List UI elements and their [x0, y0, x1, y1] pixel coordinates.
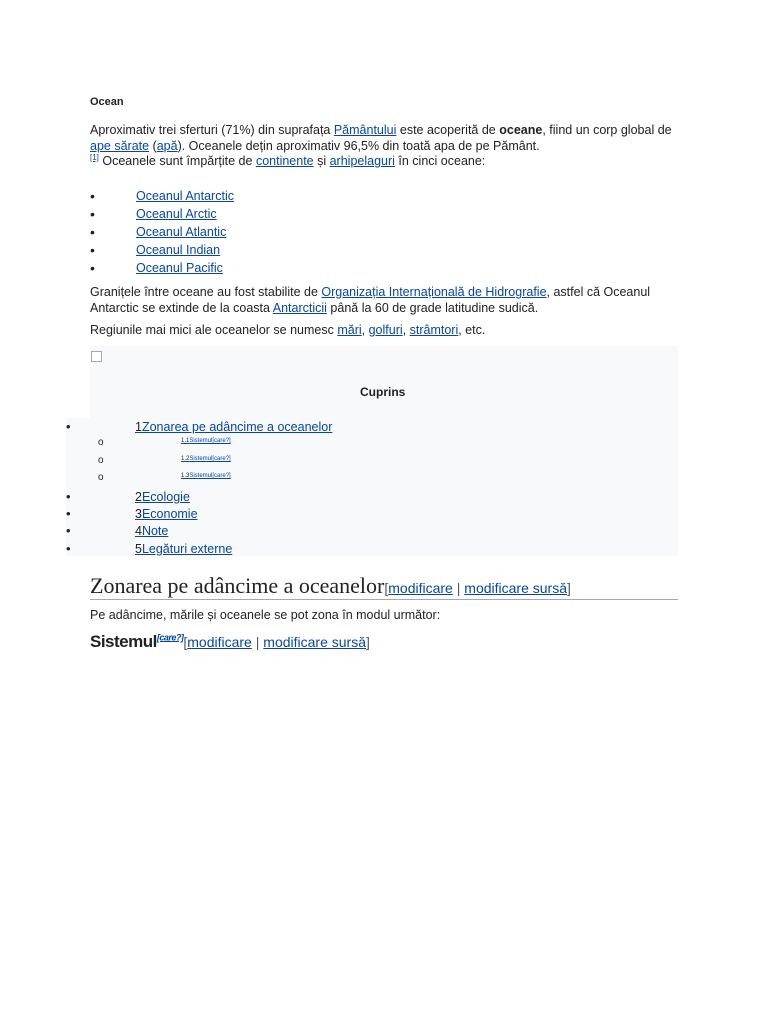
bullet-icon: •	[66, 419, 71, 434]
circle-bullet-icon: o	[98, 437, 104, 448]
circle-bullet-icon: o	[98, 455, 104, 466]
section-heading: Zonarea pe adâncime a oceanelor[modificare | modificare sursă]	[90, 572, 678, 600]
link-arhipelaguri[interactable]: arhipelaguri	[329, 154, 395, 168]
toc-link-legaturi-externe[interactable]: 5Legături externe	[135, 542, 233, 556]
link-oceanul-arctic[interactable]: Oceanul Arctic	[136, 207, 217, 221]
bullet-icon: •	[90, 260, 95, 276]
bold-oceane: oceane	[499, 123, 543, 137]
toc-item-1-3	[0, 470, 678, 486]
toc-item-1-2	[0, 453, 678, 469]
bullet-icon: •	[90, 188, 95, 204]
list-item	[90, 205, 234, 223]
link-apa[interactable]: apă	[156, 138, 178, 153]
edit-source-link[interactable]: modificare sursă	[263, 634, 366, 650]
toc-item-4	[0, 523, 678, 539]
toc-link-note[interactable]: 4Note	[135, 524, 169, 538]
edit-link[interactable]: modificare	[388, 580, 453, 596]
link-ape-sarate[interactable]: ape sărate	[90, 138, 150, 153]
toc-toggle-checkbox[interactable]	[91, 351, 102, 362]
link-golfuri[interactable]: golfuri	[368, 323, 403, 337]
toc-link-sistemul-2[interactable]: 1.2Sistemul[care?]	[181, 456, 231, 462]
link-antarcticii[interactable]: Antarcticii	[272, 300, 327, 315]
toc-link-ecologie[interactable]: 2Ecologie	[135, 490, 190, 504]
list-item	[90, 241, 234, 259]
link-oceanul-atlantic[interactable]: Oceanul Atlantic	[136, 225, 227, 239]
edit-links: [modificare | modificare sursă]	[183, 634, 370, 650]
edit-source-link[interactable]: modificare sursă	[464, 580, 567, 596]
toc-link-economie[interactable]: 3Economie	[135, 507, 198, 521]
borders-paragraph: Granițele între oceane au fost stabilite de Organizația Internațională de Hidrografie, astfel că Oceanul Antarctic se extinde de la coasta Antarcticii până la 60 de grade latitudine sudică.	[90, 285, 651, 315]
toc-item-5	[0, 541, 678, 557]
reference-1[interactable]: [1]	[90, 152, 99, 162]
section-paragraph: Pe adâncime, mările și oceanele se pot zona în modul următor:	[90, 608, 441, 622]
list-item	[90, 259, 234, 277]
link-stramtori[interactable]: strâmtori	[409, 323, 459, 337]
bullet-icon: •	[90, 224, 95, 240]
bullet-icon: •	[66, 489, 71, 504]
regions-paragraph: Regiunile mai mici ale oceanelor se numesc mări, golfuri, strâmtori, etc.	[90, 323, 486, 337]
link-oceanul-antarctic[interactable]: Oceanul Antarctic	[136, 189, 234, 203]
link-organizatia-hidrografie[interactable]: Organizația Internațională de Hidrografie	[321, 285, 547, 299]
toc-link-zonarea[interactable]: 1Zonarea pe adâncime a oceanelor	[135, 420, 333, 434]
list-item	[90, 223, 234, 241]
circle-bullet-icon: o	[98, 472, 104, 483]
link-continente[interactable]: continente	[255, 154, 314, 168]
toc-item-3	[0, 506, 678, 522]
link-oceanul-pacific[interactable]: Oceanul Pacific	[136, 261, 223, 275]
bullet-icon: •	[66, 506, 71, 521]
intro-paragraph: Aproximativ trei sferturi (71%) din suprafața Pământului este acoperită de oceane, fiind un corp global de ape sărate (apă). Oceanele dețin aproximativ 96,5% din toată apa de pe Pământ. [1] Oceanele sunt împărțite de continente și arhipelaguri în cinci oceane:	[90, 123, 672, 168]
oceans-list	[90, 187, 234, 277]
toc-link-sistemul-1[interactable]: 1.1Sistemul[care?]	[181, 438, 231, 444]
bullet-icon: •	[66, 523, 71, 538]
toc-item-2	[0, 489, 678, 505]
toc-item-1	[0, 419, 678, 435]
edit-link[interactable]: modificare	[187, 634, 252, 650]
link-pamantului[interactable]: Pământului	[333, 123, 397, 137]
bullet-icon: •	[66, 541, 71, 556]
page-title: Ocean	[90, 96, 124, 108]
link-mari[interactable]: mări	[337, 323, 362, 337]
list-item	[90, 187, 234, 205]
bullet-icon: •	[90, 206, 95, 222]
care-citation-link[interactable]: [care?]	[156, 632, 184, 643]
toc-title: Cuprins	[360, 385, 406, 399]
subsection-heading: Sistemul[care?][modificare | modificare sursă]	[90, 632, 370, 651]
link-oceanul-indian[interactable]: Oceanul Indian	[136, 243, 221, 257]
toc-link-sistemul-3[interactable]: 1.3Sistemul[care?]	[181, 473, 231, 479]
edit-links: [modificare | modificare sursă]	[384, 580, 571, 596]
bullet-icon: •	[90, 242, 95, 258]
toc-item-1-1	[0, 435, 678, 451]
